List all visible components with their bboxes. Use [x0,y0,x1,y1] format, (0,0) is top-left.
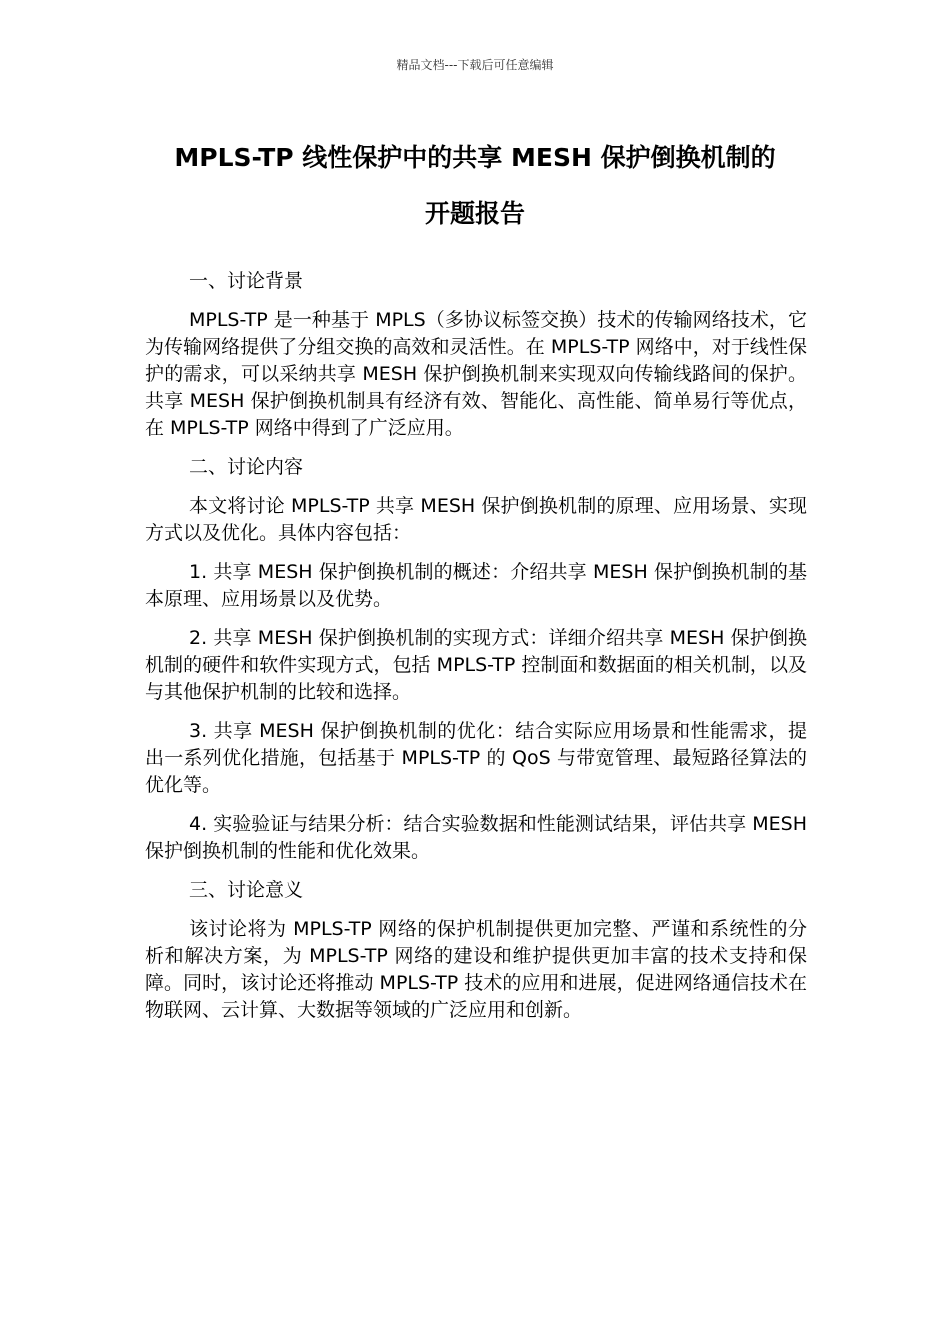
document-body [145,268,807,1036]
paragraph: 该讨论将为 MPLS-TP 网络的保护机制提供更加完整、严谨和系统性的分析和解决方案，为 MPLS-TP 网络的建设和维护提供更加丰富的技术支持和保障。同时，该讨论还将推动 MPLS-TP 技术的应用和进展，促进网络通信技术在物联网、云计算、大数据等领域的广泛应用和创新。 [145,918,807,1021]
list-item: 1. 共享 MESH 保护倒换机制的概述：介绍共享 MESH 保护倒换机制的基本原理、应用场景以及优势。 [145,561,807,610]
section-heading-significance: 三、讨论意义 [189,879,304,901]
document-title [110,130,840,242]
paragraph: MPLS-TP 是一种基于 MPLS（多协议标签交换）技术的传输网络技术，它为传输网络提供了分组交换的高效和灵活性。在 MPLS-TP 网络中，对于线性保护的需求，可以采纳共享 MESH 保护倒换机制来实现双向传输线路间的保护。共享 MESH 保护倒换机制具有经济有效、智能化、高性能、简单易行等优点，在 MPLS-TP 网络中得到了广泛应用。 [145,309,807,439]
list-item: 4. 实验验证与结果分析：结合实验数据和性能测试结果，评估共享 MESH 保护倒换机制的性能和优化效果。 [145,813,807,862]
paragraph: 本文将讨论 MPLS-TP 共享 MESH 保护倒换机制的原理、应用场景、实现方式以及优化。具体内容包括： [145,495,807,544]
title-line-1: MPLS-TP 线性保护中的共享 MESH 保护倒换机制的 [174,143,776,172]
section-heading-background: 一、讨论背景 [189,270,304,292]
list-item: 3. 共享 MESH 保护倒换机制的优化：结合实际应用场景和性能需求，提出一系列优化措施，包括基于 MPLS-TP 的 QoS 与带宽管理、最短路径算法的优化等。 [145,720,807,796]
header-note: 精品文档---下载后可任意编辑 [396,58,554,72]
title-line-2: 开题报告 [424,199,525,228]
section-heading-content: 二、讨论内容 [189,456,304,478]
list-item: 2. 共享 MESH 保护倒换机制的实现方式：详细介绍共享 MESH 保护倒换机制的硬件和软件实现方式，包括 MPLS-TP 控制面和数据面的相关机制，以及与其他保护机制的比较和选择。 [145,627,807,703]
